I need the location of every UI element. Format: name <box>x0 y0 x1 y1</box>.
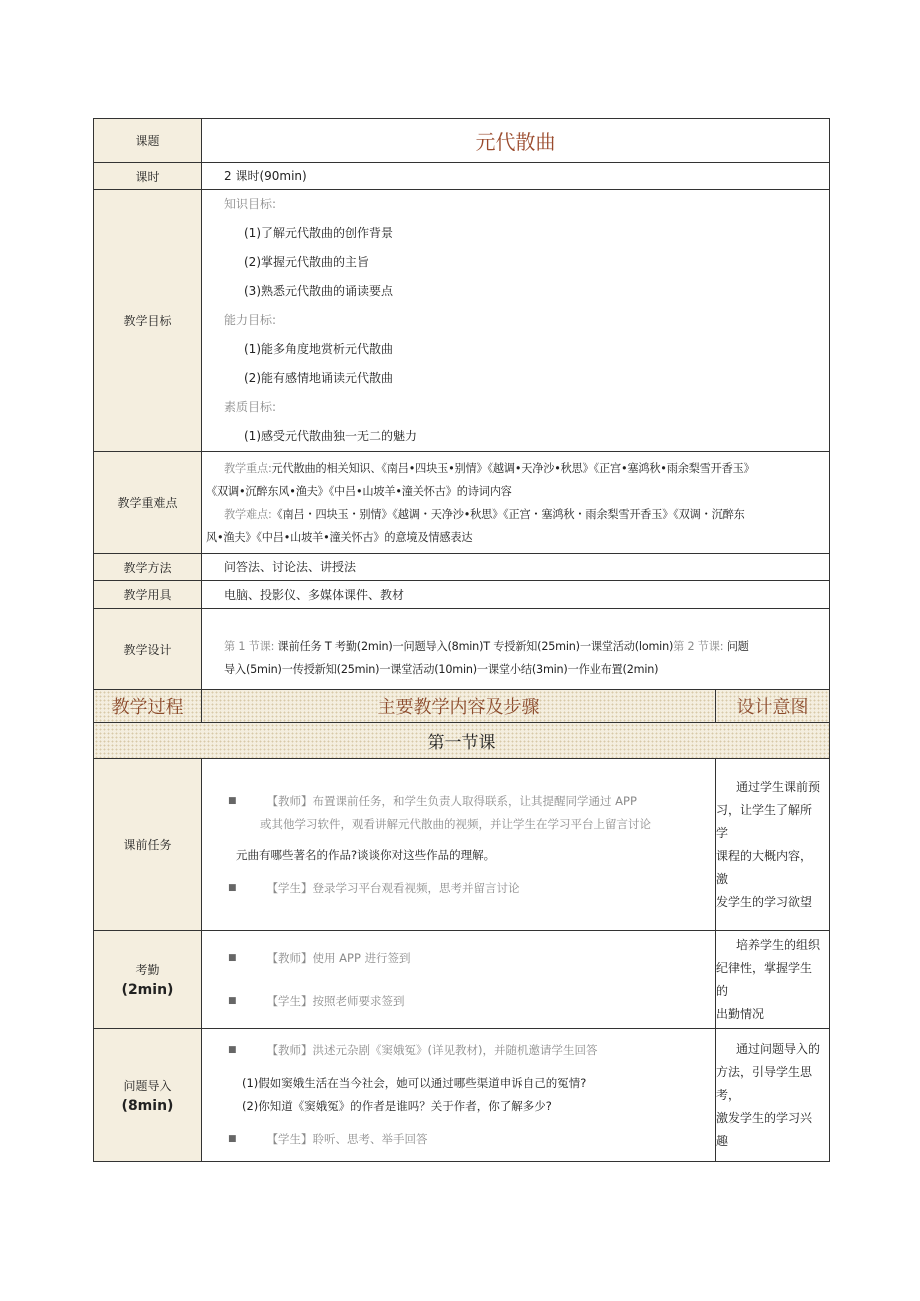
intro-intent <box>716 1029 830 1162</box>
intent-line: 纪律性，掌握学生的 <box>716 960 813 998</box>
pretask-content <box>202 759 716 931</box>
objectives-label: 教学目标 <box>94 190 202 452</box>
objectives-content <box>202 190 830 452</box>
focus-text: 元代散曲的相关知识、《南吕•四块玉•别情》《越调•天净沙•秋思》《正宫•塞鸿秋•雨余梨雪开香玉》 <box>271 461 755 475</box>
tools-row <box>94 581 830 609</box>
process-col-step: 教学过程 <box>94 690 202 723</box>
key-points-label: 教学重难点 <box>94 452 202 554</box>
attendance-intent <box>716 931 830 1029</box>
intro-question-1: (1)假如窦娥生活在当今社会，她可以通过哪些渠道申诉自己的冤情? <box>242 1076 587 1090</box>
attendance-label: 考勤 <box>135 963 160 977</box>
intent-line: 激发学生的学习兴趣 <box>716 1110 813 1148</box>
attendance-row <box>94 931 830 1029</box>
section-row <box>94 723 830 759</box>
pretask-question: 元曲有哪些著名的作品?谈谈你对这些作品的理解。 <box>236 847 496 862</box>
hours-row <box>94 163 830 190</box>
intro-teacher: 【教师】洪述元杂剧《窦娥冤》(详见教材)，并随机邀请学生回答 <box>266 1043 598 1057</box>
methods-value: 问答法、讨论法、讲授法 <box>202 554 830 581</box>
bullet-icon: ■ <box>228 1045 237 1055</box>
key-points-content <box>202 452 830 554</box>
intent-line: 课程的大概内容，激 <box>716 848 813 886</box>
tools-value: 电脑、投影仪、多媒体课件、教材 <box>202 581 830 609</box>
focus-label: 教学重点: <box>224 461 272 475</box>
difficulty-text: 《南吕・四块玉・别情》《越调・天净沙•秋思》《正宫・塞鸿秋・雨余梨雪开香玉》《双调・沉醉东 <box>271 507 745 521</box>
intro-student: 【学生】聆听、思考、举手回答 <box>266 1132 428 1146</box>
methods-label: 教学方法 <box>94 554 202 581</box>
objectives-row <box>94 190 830 452</box>
knowledge-item: (1)了解元代散曲的创作背景 <box>244 226 393 240</box>
design-row <box>94 609 830 690</box>
intro-time: (8min) <box>121 1097 174 1114</box>
pretask-row <box>94 759 830 931</box>
tools-label: 教学用具 <box>94 581 202 609</box>
pretask-label: 课前任务 <box>94 759 202 931</box>
knowledge-item: (2)掌握元代散曲的主旨 <box>244 255 369 269</box>
intent-line: 发学生的学习欲望 <box>716 894 813 909</box>
key-points-row <box>94 452 830 554</box>
lesson-plan-page <box>93 118 829 1162</box>
attendance-content <box>202 931 716 1029</box>
intent-line: 通过学生课前预 <box>736 779 821 794</box>
attendance-teacher: 【教师】使用 APP 进行签到 <box>266 950 411 965</box>
section-title: 第一节课 <box>94 723 830 759</box>
intro-question-2: (2)你知道《窦娥冤》的作者是谁吗？关于作者，你了解多少? <box>242 1099 552 1113</box>
lesson-1-flow: 课前任务 T 考勤(2min)一问题导入(8min)T 专授新知(25min)一课堂活动(lomin) <box>277 640 674 653</box>
pretask-teacher-continued: 或其他学习软件，观看讲解元代散曲的视频，并让学生在学习平台上留言讨论 <box>260 816 651 831</box>
intent-line: 通过问题导入的 <box>736 1041 821 1056</box>
knowledge-title: 知识目标: <box>224 197 277 211</box>
quality-item: (1)感受元代散曲独一无二的魅力 <box>244 429 417 443</box>
lesson-2-flow-start: 问题 <box>726 640 749 653</box>
topic-title: 元代散曲 <box>202 119 830 163</box>
process-col-content: 主要教学内容及步骤 <box>202 690 716 723</box>
intent-line: 方法，引导学生思考， <box>716 1064 813 1102</box>
ability-item: (2)能有感情地诵读元代散曲 <box>244 371 393 385</box>
intro-content <box>202 1029 716 1162</box>
intro-row <box>94 1029 830 1162</box>
process-header-row <box>94 690 830 723</box>
difficulty-label: 教学难点: <box>224 507 272 521</box>
topic-label: 课题 <box>94 119 202 163</box>
attendance-time: (2min) <box>121 982 174 998</box>
methods-row <box>94 554 830 581</box>
design-label: 教学设计 <box>94 609 202 690</box>
bullet-icon: ■ <box>228 882 237 893</box>
knowledge-item: (3)熟悉元代散曲的诵读要点 <box>244 284 393 298</box>
bullet-icon: ■ <box>228 952 237 963</box>
bullet-icon: ■ <box>228 1134 237 1144</box>
quality-title: 素质目标: <box>224 400 277 414</box>
lesson-plan-table <box>93 118 830 1162</box>
lesson-2-label: 第 2 节课: <box>673 640 724 653</box>
ability-item: (1)能多角度地赏析元代散曲 <box>244 342 393 356</box>
hours-value: 2 课时(90min) <box>202 163 830 190</box>
pretask-intent <box>716 759 830 931</box>
difficulty-text-continued: 风•渔夫》《中吕•山坡羊•潼关怀古》的意境及情感表达 <box>206 530 473 544</box>
hours-label: 课时 <box>94 163 202 190</box>
lesson-1-label: 第 1 节课: <box>224 640 275 653</box>
bullet-icon: ■ <box>228 995 237 1006</box>
design-content <box>202 609 830 690</box>
intro-label-cell <box>94 1029 202 1162</box>
focus-text-continued: 《双调•沉醉东风•渔夫》《中吕•山坡羊•潼关怀古》的诗词内容 <box>206 484 512 498</box>
intent-line: 习，让学生了解所学 <box>716 802 813 840</box>
pretask-student: 【学生】登录学习平台观看视频，思考并留言讨论 <box>266 880 520 895</box>
ability-title: 能力目标: <box>224 313 277 327</box>
intent-line: 培养学生的组织 <box>736 937 821 952</box>
attendance-label-cell <box>94 931 202 1029</box>
attendance-student: 【学生】按照老师要求签到 <box>266 993 405 1008</box>
intro-label: 问题导入 <box>123 1078 172 1093</box>
bullet-icon: ■ <box>228 795 237 806</box>
lesson-2-flow: 导入(5min)一传授新知(25min)一课堂活动(10min)一课堂小结(3min)一作业布置(2min) <box>224 663 659 676</box>
topic-row <box>94 119 830 163</box>
intent-line: 出勤情况 <box>716 1006 765 1021</box>
process-col-intent: 设计意图 <box>716 690 830 723</box>
pretask-teacher: 【教师】布置课前任务，和学生负责人取得联系，让其提醒同学通过 APP <box>266 793 637 808</box>
